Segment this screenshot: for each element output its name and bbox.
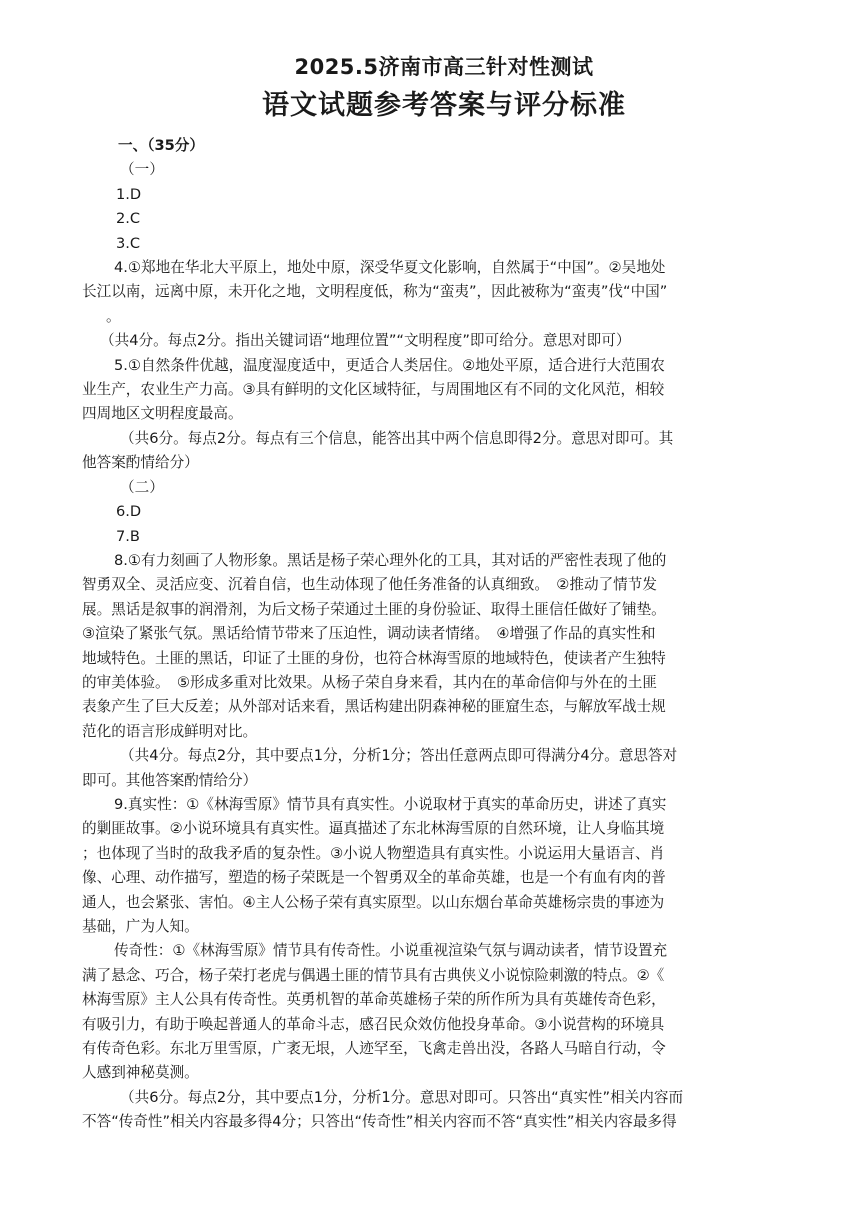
answer-8-line: ③渲染了紧张气氛。黑话给情节带来了压迫性，调动读者情绪。 ④增强了作品的真实性和 xyxy=(82,625,656,643)
answer-2: 2.C xyxy=(116,210,141,228)
scoring-note-8: （共4分。每点2分，其中要点1分，分析1分；答出任意两点即可得满分4分。意思答对 xyxy=(120,747,678,765)
answer-5-line: 业生产，农业生产力高。③具有鲜明的文化区域特征，与周围地区有不同的文化风范，相较 xyxy=(82,381,665,399)
subsection-heading-2: （二） xyxy=(120,478,164,496)
answer-5 xyxy=(82,354,772,476)
scoring-note-9: （共6分。每点2分，其中要点1分，分析1分。意思对即可。只答出“真实性”相关内容而 xyxy=(120,1088,684,1106)
answer-7: 7.B xyxy=(116,527,140,545)
scoring-note-5: 他答案酌情给分） xyxy=(82,454,199,472)
answer-9-line: 满了悬念、巧合，杨子荣打老虎与偶遇土匪的情节具有古典侠义小说惊险刺激的特点。②《 xyxy=(82,966,665,984)
answer-4-line: 长江以南，远离中原，未开化之地，文明程度低，称为“蛮夷”，因此被称为“蛮夷”伐“中国” xyxy=(82,283,668,301)
answer-8-line: 的审美体验。 ⑤形成多重对比效果。从杨子荣自身来看，其内在的革命信仰与外在的土匪 xyxy=(82,673,657,691)
answer-4-line: 4.①郑地在华北大平原上，地处中原，深受华夏文化影响，自然属于“中国”。②吴地处 xyxy=(114,259,666,277)
subsection-heading-1: （一） xyxy=(120,161,164,179)
answer-8-line: 范化的语言形成鲜明对比。 xyxy=(82,722,258,740)
answer-9-line: ；也体现了当时的敌我矛盾的复杂性。③小说人物塑造具有真实性。小说运用大量语言、肖 xyxy=(82,844,665,862)
answer-3: 3.C xyxy=(116,234,141,252)
answer-9-line: 像、心理、动作描写，塑造的杨子荣既是一个智勇双全的革命英雄，也是一个有血有肉的普 xyxy=(82,869,666,887)
answer-4-line: 。 xyxy=(106,307,121,325)
answer-8 xyxy=(82,549,772,793)
exam-title: 2025.5济南市高三针对性测试 xyxy=(294,55,594,79)
answer-6: 6.D xyxy=(116,503,142,521)
answer-8-line: 表象产生了巨大反差；从外部对话来看，黑话构建出阴森神秘的匪窟生态，与解放军战士规 xyxy=(82,698,666,716)
answer-9-line: 有吸引力，有助于唤起普通人的革命斗志，感召民众效仿他投身革命。③小说营构的环境具 xyxy=(82,1015,665,1033)
answer-9-line: 有传奇色彩。东北万里雪原，广袤无垠，人迹罕至，飞禽走兽出没，各路人马暗自行动，令 xyxy=(82,1040,666,1058)
answer-9-line: 的剿匪故事。②小说环境具有真实性。逼真描述了东北林海雪原的自然环境，让人身临其境 xyxy=(82,820,665,838)
answer-9-line: 通人，也会紧张、害怕。④主人公杨子荣有真实原型。以山东烟台革命英雄杨宗贵的事迹为 xyxy=(82,893,665,911)
scoring-note-8: 即可。其他答案酌情给分） xyxy=(82,771,258,789)
answer-1: 1.D xyxy=(116,185,142,203)
answer-9-line: 基础，广为人知。 xyxy=(82,918,199,935)
answer-8-line: 展。黑话是叙事的润滑剂，为后文杨子荣通过土匪的身份验证、取得土匪信任做好了铺垫。 xyxy=(82,600,666,618)
scoring-note-4: （共4分。每点2分。指出关键词语“地理位置”“文明程度”即可给分。意思对即可） xyxy=(100,332,631,350)
answer-8-line: 智勇双全、灵活应变、沉着自信，也生动体现了他任务准备的认真细致。 ②推动了情节发 xyxy=(82,576,657,594)
answer-5-line: 5.①自然条件优越，温度湿度适中，更适合人类居住。②地处平原，适合进行大范围农 xyxy=(114,356,665,374)
scoring-note-5: （共6分。每点2分。每点有三个信息，能答出其中两个信息即得2分。意思对即可。其 xyxy=(120,429,674,447)
answer-9 xyxy=(82,793,772,1135)
answer-9-line: 9.真实性：①《林海雪原》情节具有真实性。小说取材于真实的革命历史，讲述了真实 xyxy=(114,795,667,813)
answer-8-line: 8.①有力刻画了人物形象。黑话是杨子荣心理外化的工具，其对话的严密性表现了他的 xyxy=(114,551,667,569)
document-title: 语文试题参考答案与评分标准 xyxy=(262,90,626,121)
answer-9-line: 林海雪原》主人公具有传奇性。英勇机智的革命英雄杨子荣的所作所为具有英雄传奇色彩， xyxy=(82,991,666,1009)
answer-4 xyxy=(82,256,772,354)
answer-9-line: 传奇性：①《林海雪原》情节具有传奇性。小说重视渲染气氛与调动读者，情节设置充 xyxy=(114,942,668,960)
answer-5-line: 四周地区文明程度最高。 xyxy=(82,405,243,423)
answer-8-line: 地域特色。土匪的黑话，印证了土匪的身份，也符合林海雪原的地域特色，使读者产生独特 xyxy=(82,649,666,667)
answer-9-line: 人感到神秘莫测。 xyxy=(82,1064,199,1082)
scoring-note-9: 不答“传奇性”相关内容最多得4分；只答出“传奇性”相关内容而不答“真实性”相关内容最多得 xyxy=(82,1113,677,1131)
section-heading: 一、（35分） xyxy=(118,137,204,154)
